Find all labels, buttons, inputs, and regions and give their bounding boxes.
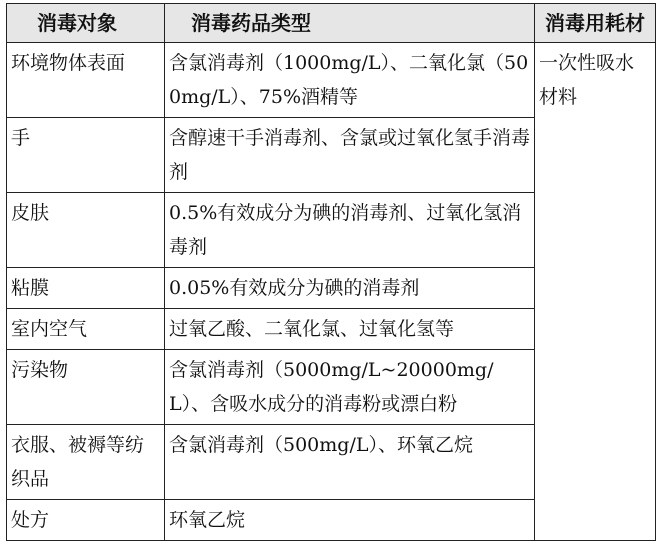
- agent-cell: 环氧乙烷: [165, 500, 535, 541]
- header-consumable: 消毒用耗材: [535, 4, 656, 43]
- agent-cell: 含氯消毒剂（5000mg/L~20000mg/L）、含吸水成分的消毒粉或漂白粉: [165, 350, 535, 425]
- target-cell: 室内空气: [7, 309, 165, 350]
- agent-cell: 含氯消毒剂（500mg/L）、环氧乙烷: [165, 425, 535, 500]
- target-cell: 处方: [7, 500, 165, 541]
- consumable-cell: 一次性吸水材料: [535, 43, 656, 541]
- header-target: 消毒对象: [7, 4, 165, 43]
- agent-cell: 0.5%有效成分为碘的消毒剂、过氧化氢消毒剂: [165, 193, 535, 268]
- disinfection-table: [6, 3, 656, 541]
- target-cell: 粘膜: [7, 268, 165, 309]
- table-header: [7, 4, 656, 43]
- target-cell: 手: [7, 118, 165, 193]
- target-cell: 衣服、被褥等纺织品: [7, 425, 165, 500]
- target-cell: 皮肤: [7, 193, 165, 268]
- target-cell: 环境物体表面: [7, 43, 165, 118]
- agent-cell: 含氯消毒剂（1000mg/L）、二氧化氯（500mg/L）、75%酒精等: [165, 43, 535, 118]
- table-row: [7, 43, 656, 118]
- agent-cell: 过氧乙酸、二氧化氯、过氧化氢等: [165, 309, 535, 350]
- agent-cell: 0.05%有效成分为碘的消毒剂: [165, 268, 535, 309]
- header-agent: 消毒药品类型: [165, 4, 535, 43]
- agent-cell: 含醇速干手消毒剂、含氯或过氧化氢手消毒剂: [165, 118, 535, 193]
- target-cell: 污染物: [7, 350, 165, 425]
